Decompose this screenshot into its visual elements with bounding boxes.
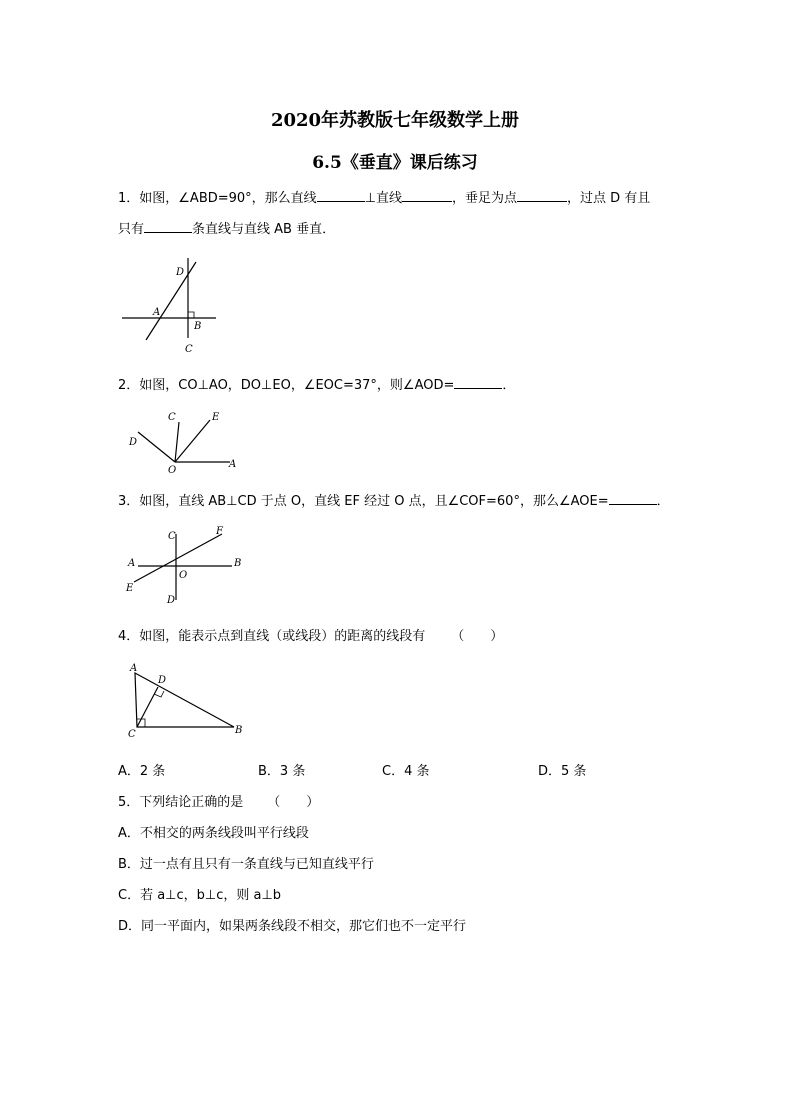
q4-label-d: D	[158, 675, 167, 686]
question-1-blank-2[interactable]	[402, 187, 452, 202]
question-4-line	[118, 625, 503, 644]
q1-label-b: B	[194, 321, 202, 332]
question-1-blank-4[interactable]	[144, 218, 192, 233]
question-5-option-d[interactable]: D．同一平面内，如果两条线段不相交，那它们也不一定平行	[118, 919, 467, 934]
q4-label-c: C	[128, 729, 136, 740]
q2-ray-oe	[175, 420, 210, 462]
q1-label-d: D	[176, 267, 185, 278]
question-4-option-b[interactable]: B．3 条	[258, 764, 306, 779]
question-3-blank[interactable]	[609, 490, 657, 505]
question-2-end: ．	[502, 378, 516, 393]
q4-label-a: A	[130, 663, 138, 674]
q3-label-f: F	[216, 526, 223, 537]
q2-label-o: O	[168, 465, 177, 476]
question-4-figure	[124, 660, 254, 740]
q2-ray-od	[138, 432, 175, 462]
question-3-line	[118, 490, 670, 509]
worksheet-title: 2020年苏教版七年级数学上册	[270, 110, 520, 131]
q4-altitude-cd	[137, 687, 158, 727]
question-1-line-1	[118, 187, 650, 206]
question-1-text-f: 条直线与直线 AB 垂直．	[192, 222, 336, 237]
question-5-option-b[interactable]: B．过一点有且只有一条直线与已知直线平行	[118, 857, 374, 872]
q1-label-a: A	[153, 307, 161, 318]
question-1-figure	[118, 252, 228, 356]
q2-label-e: E	[212, 412, 220, 423]
question-1-text-d: ，过点 D 有且	[567, 191, 651, 206]
question-4-answer-paren[interactable]: （ ）	[451, 629, 504, 644]
q3-label-d: D	[167, 595, 176, 606]
question-3-text: 3．如图，直线 AB⊥CD 于点 O，直线 EF 经过 O 点，且∠COF=60°，那么∠AOE=	[118, 494, 609, 509]
q3-label-e: E	[126, 583, 134, 594]
question-5-text: 5．下列结论正确的是	[118, 795, 244, 810]
worksheet-subtitle: 6.5《垂直》课后练习	[312, 153, 478, 173]
q3-label-b: B	[234, 558, 242, 569]
q2-label-d: D	[129, 437, 138, 448]
question-2-line	[118, 374, 515, 393]
q4-triangle-abc	[135, 673, 234, 727]
question-5-option-a[interactable]: A．不相交的两条线段叫平行线段	[118, 826, 309, 841]
question-3-end: ．	[656, 494, 670, 509]
question-5-line	[118, 791, 319, 810]
question-1-text-a: 1．如图，∠ABD=90°，那么直线	[118, 191, 317, 206]
question-2-figure	[126, 406, 246, 474]
q1-label-c: C	[185, 344, 193, 355]
question-4-text: 4．如图，能表示点到直线（或线段）的距离的线段有	[118, 629, 426, 644]
question-2-blank[interactable]	[454, 374, 502, 389]
q3-label-a: A	[128, 558, 136, 569]
question-2-text: 2．如图，CO⊥AO，DO⊥EO，∠EOC=37°，则∠AOD=	[118, 378, 455, 393]
question-1-blank-3[interactable]	[517, 187, 567, 202]
question-5-answer-paren[interactable]: （ ）	[267, 795, 320, 810]
q2-ray-oc	[175, 422, 179, 462]
q3-label-o: O	[179, 570, 188, 581]
question-1-text-b: ⊥直线	[364, 191, 403, 206]
q3-line-ef	[134, 534, 222, 582]
question-1-text-c: ，垂足为点	[452, 191, 518, 206]
q2-label-a: A	[229, 459, 237, 470]
question-1-text-e: 只有	[118, 222, 145, 237]
question-1-blank-1[interactable]	[317, 187, 365, 202]
q2-label-c: C	[168, 412, 176, 423]
question-1-line-2	[118, 218, 335, 237]
question-4-option-a[interactable]: A．2 条	[118, 764, 166, 779]
question-5-option-c[interactable]: C．若 a⊥c，b⊥c，则 a⊥b	[118, 888, 282, 903]
question-4-option-c[interactable]: C．4 条	[382, 764, 430, 779]
q4-label-b: B	[235, 725, 243, 736]
question-3-figure	[124, 528, 244, 604]
question-4-option-d[interactable]: D．5 条	[538, 764, 587, 779]
q1-right-angle-mark	[188, 312, 194, 318]
q3-label-c: C	[168, 531, 176, 542]
